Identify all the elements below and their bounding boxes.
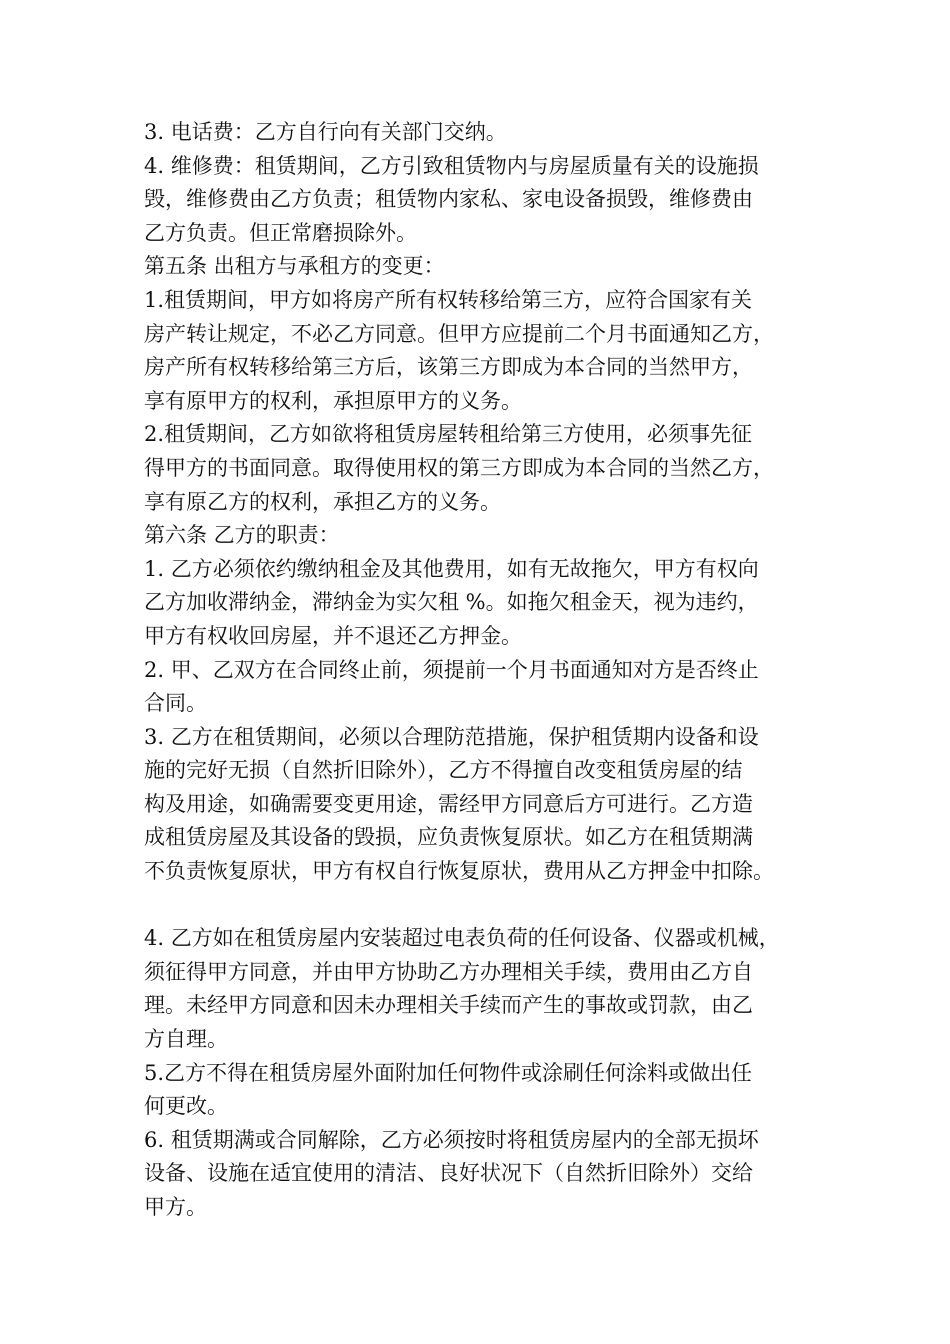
- text-line: 须征得甲方同意，并由甲方协助乙方办理相关手续，费用由乙方自: [144, 959, 753, 984]
- text-line: 6. 租赁期满或合同解除，乙方必须按时将租赁房屋内的全部无损坏: [144, 1127, 759, 1152]
- blank-line: [144, 889, 824, 923]
- text-line: 房产转让规定，不必乙方同意。但甲方应提前二个月书面通知乙方，: [144, 321, 774, 346]
- text-line: 房产所有权转移给第三方后，该第三方即成为本合同的当然甲方，: [144, 355, 753, 380]
- text-line: 得甲方的书面同意。取得使用权的第三方即成为本合同的当然乙方，: [144, 455, 774, 480]
- text-line: 构及用途，如确需要变更用途，需经甲方同意后方可进行。乙方造: [144, 791, 753, 816]
- text-line: 合同。: [144, 691, 207, 716]
- text-line: 3. 乙方在租赁期间，必须以合理防范措施，保护租赁期内设备和设: [144, 724, 759, 749]
- text-line: 乙方负责。但正常磨损除外。: [144, 220, 417, 245]
- text-line: 毁，维修费由乙方负责；租赁物内家私、家电设备损毁，维修费由: [144, 187, 753, 212]
- text-line: 不负责恢复原状，甲方有权自行恢复原状，费用从乙方押金中扣除。: [144, 859, 774, 884]
- text-line: 乙方加收滞纳金，滞纳金为实欠租 %。如拖欠租金天，视为违约，: [144, 590, 759, 615]
- text-line: 成租赁房屋及其设备的毁损，应负责恢复原状。如乙方在租赁期满: [144, 825, 753, 850]
- text-line: 4. 维修费：租赁期间，乙方引致租赁物内与房屋质量有关的设施损: [144, 153, 759, 178]
- text-line: 1. 乙方必须依约缴纳租金及其他费用，如有无故拖欠，甲方有权向: [144, 556, 759, 581]
- text-line: 2. 甲、乙双方在合同终止前，须提前一个月书面通知对方是否终止: [144, 657, 759, 682]
- section-heading: 第六条 乙方的职责：: [144, 523, 340, 548]
- text-line: 何更改。: [144, 1094, 228, 1119]
- text-line: 享有原甲方的权利，承担原甲方的义务。: [144, 388, 522, 413]
- section-heading: 第五条 出租方与承租方的变更：: [144, 254, 445, 279]
- text-line: 甲方。: [144, 1195, 207, 1219]
- text-line: 享有原乙方的权利，承担乙方的义务。: [144, 489, 501, 514]
- text-line: 甲方有权收回房屋，并不退还乙方押金。: [144, 623, 522, 648]
- text-line: 5.乙方不得在租赁房屋外面附加任何物件或涂刷任何涂料或做出任: [144, 1060, 753, 1085]
- text-line: 理。未经甲方同意和因未办理相关手续而产生的事故或罚款，由乙: [144, 993, 753, 1018]
- text-line: 3. 电话费：乙方自行向有关部门交纳。: [144, 120, 507, 144]
- document-body: [144, 116, 824, 1225]
- text-line: 方自理。: [144, 1027, 228, 1052]
- text-line: 4. 乙方如在租赁房屋内安装超过电表负荷的任何设备、仪器或机械，: [144, 926, 780, 951]
- text-line: 1.租赁期间，甲方如将房产所有权转移给第三方，应符合国家有关: [144, 287, 753, 312]
- text-line: 施的完好无损（自然折旧除外），乙方不得擅自改变租赁房屋的结: [144, 758, 743, 783]
- text-line: 2.租赁期间，乙方如欲将租赁房屋转租给第三方使用，必须事先征: [144, 422, 753, 447]
- text-line: 设备、设施在适宜使用的清洁、良好状况下（自然折旧除外）交给: [144, 1161, 753, 1186]
